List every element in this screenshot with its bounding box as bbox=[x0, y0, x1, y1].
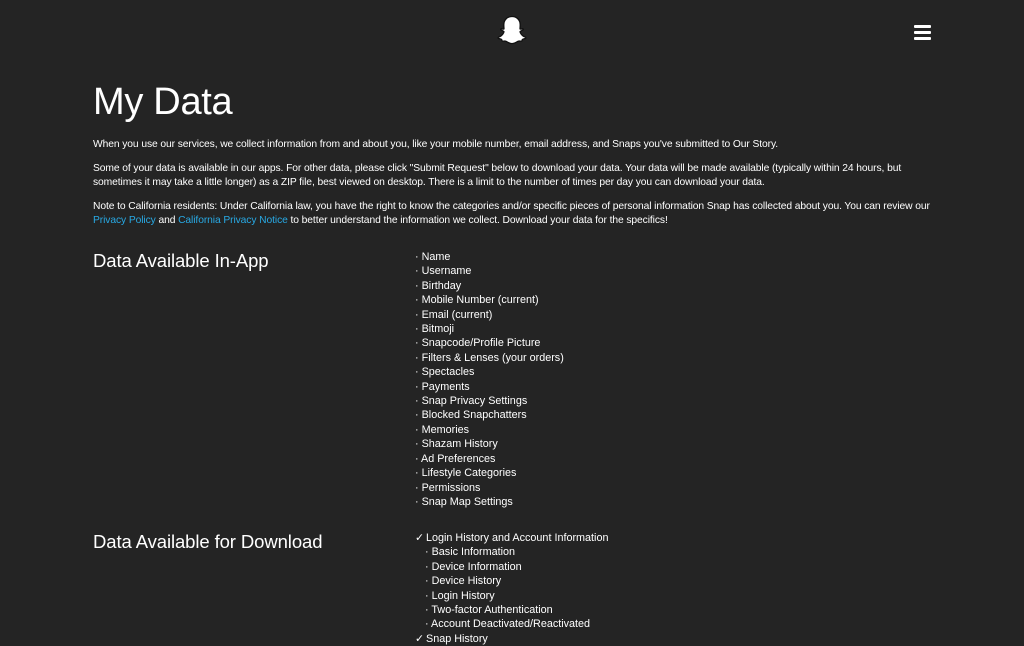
menu-bar bbox=[914, 37, 931, 40]
download-data-item: · Device Information bbox=[425, 560, 522, 573]
download-group-snap-history bbox=[415, 632, 608, 646]
in-app-data-item: · Name bbox=[415, 251, 451, 263]
download-data-item: · Account Deactivated/Reactivated bbox=[425, 618, 591, 631]
download-group-login-history bbox=[415, 531, 608, 545]
in-app-data-list bbox=[415, 250, 564, 509]
checkmark-icon: ✓ bbox=[415, 632, 425, 645]
section-heading-in-app: Data Available In-App bbox=[93, 250, 269, 271]
download-data-item: · Login History bbox=[425, 589, 495, 602]
in-app-data-item: · Memories bbox=[415, 423, 469, 436]
in-app-data-item: · Blocked Snapchatters bbox=[415, 409, 527, 422]
in-app-data-item: · Shazam History bbox=[415, 438, 498, 451]
intro-paragraph-2: Some of your data is available in our apps. For other data, please click "Submit Request" below to download your data. Your data will be made available (typically within 24 hours, but sometimes it may take a little longer) as a ZIP file, best viewed on desktop. There is a limit to the number of times per day you can download your data. bbox=[93, 163, 902, 188]
menu-bar bbox=[914, 31, 931, 34]
in-app-data-item: · Lifestyle Categories bbox=[415, 467, 517, 480]
hamburger-menu-icon[interactable] bbox=[914, 25, 931, 40]
download-group-label: Login History and Account Information bbox=[426, 532, 609, 544]
download-data-list bbox=[415, 531, 608, 646]
in-app-data-item: · Payments bbox=[415, 380, 470, 393]
intro-section bbox=[93, 80, 933, 228]
intro-paragraph-1: When you use our services, we collect information from and about you, like your mobile number, email address, and Snaps you've submitted to Our Story. bbox=[93, 139, 779, 150]
intro-paragraph-3 bbox=[93, 200, 933, 228]
top-bar bbox=[0, 0, 1024, 66]
intro-text: to better understand the information we collect. Download your data for the specifics! bbox=[287, 215, 668, 226]
download-data-item: · Two-factor Authentication bbox=[425, 604, 553, 617]
in-app-data-item: · Snapcode/Profile Picture bbox=[415, 337, 541, 350]
intro-text: Note to California residents: Under California law, you have the right to know the categories and/or specific pieces of personal information Snap has collected about you. You can review our bbox=[93, 201, 930, 212]
in-app-data-item: · Permissions bbox=[415, 481, 481, 494]
snapchat-ghost-icon[interactable] bbox=[497, 15, 527, 47]
in-app-data-item: · Birthday bbox=[415, 279, 462, 292]
in-app-data-item: · Filters & Lenses (your orders) bbox=[415, 351, 564, 364]
download-data-item: · Device History bbox=[425, 575, 502, 588]
in-app-data-item: · Snap Map Settings bbox=[415, 495, 513, 508]
in-app-data-item: · Mobile Number (current) bbox=[415, 294, 539, 307]
in-app-data-item: · Spectacles bbox=[415, 366, 475, 379]
in-app-data-item: · Bitmoji bbox=[415, 323, 454, 336]
checkmark-icon: ✓ bbox=[415, 532, 425, 544]
download-data-item: · Basic Information bbox=[425, 546, 516, 559]
page-title: My Data bbox=[93, 81, 233, 123]
in-app-data-item: · Email (current) bbox=[415, 308, 493, 321]
download-group-label: Snap History bbox=[426, 632, 488, 645]
section-heading-download: Data Available for Download bbox=[93, 531, 323, 552]
in-app-data-item: · Snap Privacy Settings bbox=[415, 395, 528, 408]
in-app-data-item: · Ad Preferences bbox=[415, 452, 496, 465]
menu-bar bbox=[914, 25, 931, 28]
california-privacy-notice-link[interactable]: California Privacy Notice bbox=[178, 215, 288, 226]
intro-text: and bbox=[155, 215, 179, 226]
in-app-data-item: · Username bbox=[415, 265, 472, 278]
privacy-policy-link[interactable]: Privacy Policy bbox=[93, 215, 156, 226]
